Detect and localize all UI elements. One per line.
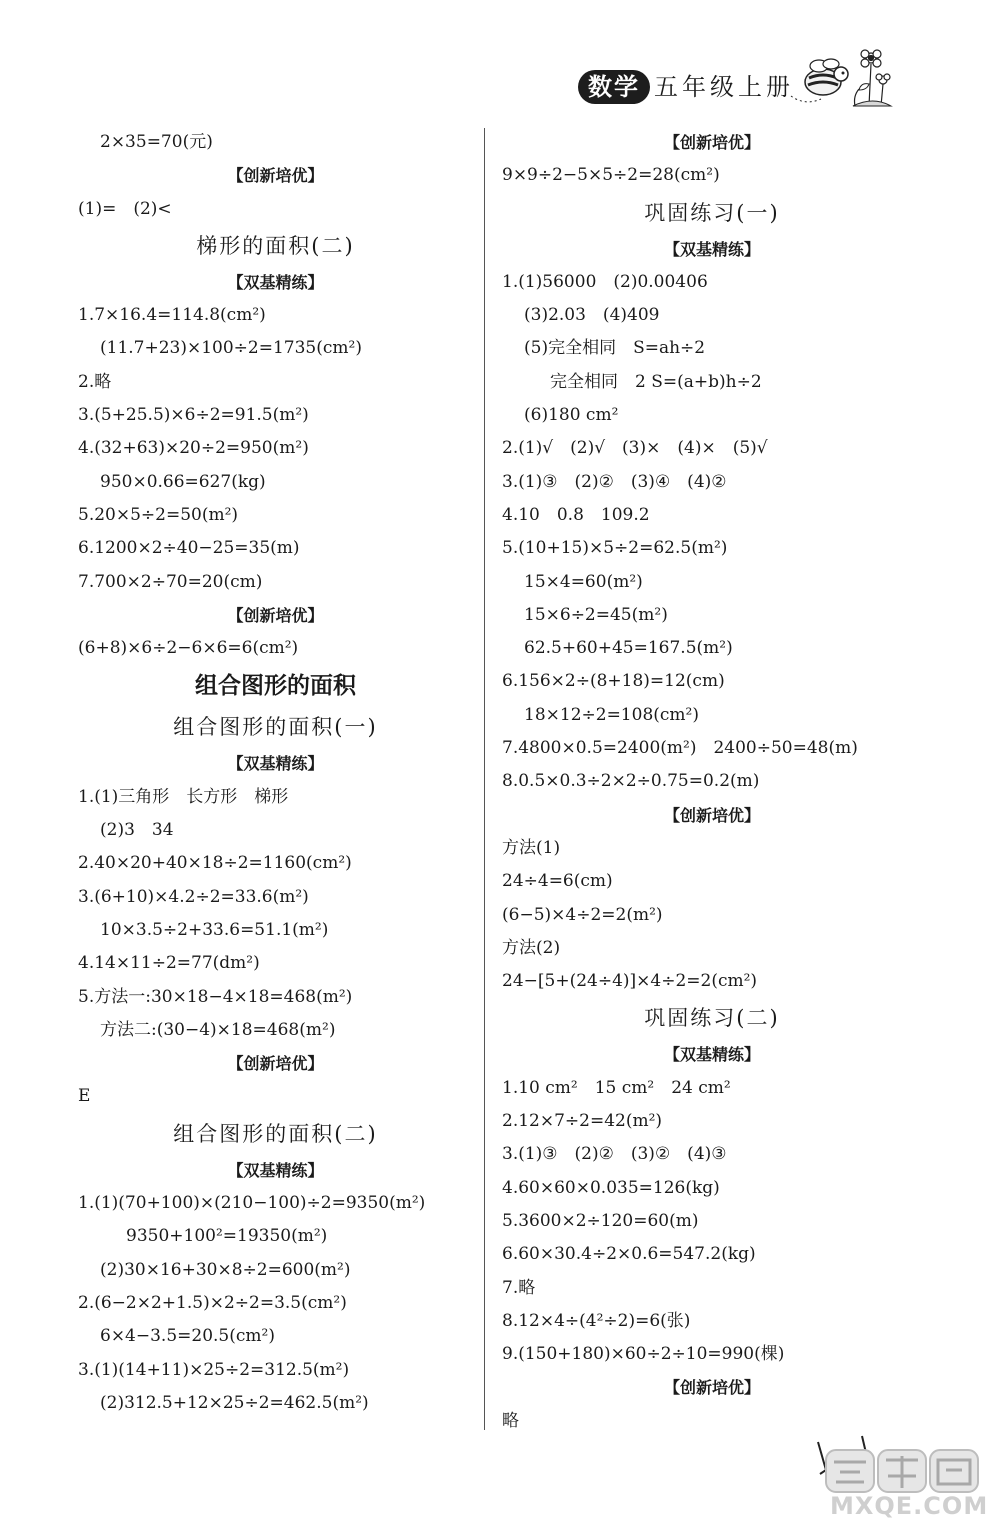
answer-line: 5.方法一:30×18−4×18=468(m²) bbox=[78, 986, 353, 1007]
answer-line: (6−5)×4÷2=2(m²) bbox=[502, 904, 663, 925]
answer-line: 3.(1)(14+11)×25÷2=312.5(m²) bbox=[78, 1359, 350, 1380]
answer-line: 6.1200×2÷40−25=35(m) bbox=[78, 538, 300, 559]
section-title: 组合图形的面积(一) bbox=[173, 715, 378, 740]
answer-line: 2×35=70(元) bbox=[100, 132, 213, 152]
answer-line: 3.(1)③ (2)② (3)② (4)③ bbox=[502, 1144, 727, 1165]
chapter-title: 组合图形的面积 bbox=[195, 673, 356, 700]
section-tag: 【双基精练】 bbox=[227, 754, 324, 774]
answer-line: 10×3.5÷2+33.6=51.1(m²) bbox=[100, 919, 329, 940]
subject-badge: 数学 bbox=[578, 70, 650, 104]
section-title: 梯形的面积(二) bbox=[196, 233, 355, 258]
answer-line: 9×9÷2−5×5÷2=28(cm²) bbox=[502, 165, 720, 186]
section-tag: 【创新培优】 bbox=[227, 1054, 324, 1074]
answer-line: 2.12×7÷2=42(m²) bbox=[502, 1111, 663, 1132]
answer-line: 7.4800×0.5=2400(m²) 2400÷50=48(m) bbox=[502, 738, 858, 759]
section-title: 组合图形的面积(二) bbox=[173, 1121, 378, 1146]
answer-line: (6)180 cm² bbox=[524, 405, 619, 426]
section-title: 巩固练习(二) bbox=[644, 1006, 780, 1031]
answer-line: (2)3 34 bbox=[100, 820, 174, 841]
answer-line: 24÷4=6(cm) bbox=[502, 871, 613, 892]
answer-line: 6×4−3.5=20.5(cm²) bbox=[100, 1326, 275, 1347]
answer-line: 18×12÷2=108(cm²) bbox=[524, 704, 699, 725]
answer-line: 1.(1)56000 (2)0.00406 bbox=[502, 271, 708, 292]
answer-line: 24−[5+(24÷4)]×4÷2=2(cm²) bbox=[502, 971, 758, 992]
column-divider bbox=[484, 128, 485, 1430]
answer-line: (2)30×16+30×8÷2=600(m²) bbox=[100, 1259, 351, 1280]
answer-line: 3.(6+10)×4.2÷2=33.6(m²) bbox=[78, 886, 309, 907]
answer-line: (2)312.5+12×25÷2=462.5(m²) bbox=[100, 1392, 369, 1413]
answer-line: 4.14×11÷2=77(dm²) bbox=[78, 953, 260, 974]
section-tag: 【创新培优】 bbox=[663, 805, 760, 825]
answer-line: 1.(1)(70+100)×(210−100)÷2=9350(m²) bbox=[78, 1193, 426, 1214]
answer-line: 2.略 bbox=[78, 371, 112, 392]
answer-line: 1.(1)三角形 长方形 梯形 bbox=[78, 786, 289, 807]
answer-line: 方法二:(30−4)×18=468(m²) bbox=[100, 1019, 336, 1040]
answer-line: (3)2.03 (4)409 bbox=[524, 305, 660, 326]
answer-line: 1.7×16.4=114.8(cm²) bbox=[78, 305, 266, 326]
answer-line: 62.5+60+45=167.5(m²) bbox=[524, 638, 733, 659]
answer-line: 方法(2) bbox=[502, 937, 561, 958]
answer-line: 3.(5+25.5)×6÷2=91.5(m²) bbox=[78, 405, 309, 426]
section-tag: 【双基精练】 bbox=[663, 1045, 760, 1065]
section-tag: 【双基精练】 bbox=[227, 1160, 324, 1180]
answer-line: 4.60×60×0.035=126(kg) bbox=[502, 1177, 720, 1198]
bee-flower-icon bbox=[783, 44, 893, 114]
answer-line: 2.(1)√ (2)√ (3)× (4)× (5)√ bbox=[502, 438, 768, 459]
answer-line: 4.10 0.8 109.2 bbox=[502, 504, 650, 525]
section-tag: 【创新培优】 bbox=[663, 1378, 760, 1398]
answer-line: E bbox=[78, 1086, 91, 1107]
answer-line: (1)= (2)< bbox=[78, 198, 172, 219]
answer-line: (6+8)×6÷2−6×6=6(cm²) bbox=[78, 638, 299, 659]
watermark-site: MXQE.COM bbox=[830, 1492, 989, 1520]
right-column bbox=[502, 126, 922, 1438]
answer-line: 7.700×2÷70=20(cm) bbox=[78, 571, 263, 592]
answer-line: 8.0.5×0.3÷2×2÷0.75=0.2(m) bbox=[502, 771, 760, 792]
answer-line: (5)完全相同 S=ah÷2 bbox=[524, 338, 706, 359]
answer-line: 3.(1)③ (2)② (3)④ (4)② bbox=[502, 471, 727, 492]
grade-label: 五年级上册 bbox=[654, 73, 794, 101]
answer-line: 5.(10+15)×5÷2=62.5(m²) bbox=[502, 538, 728, 559]
answer-line: 7.略 bbox=[502, 1277, 536, 1298]
left-column bbox=[78, 126, 473, 1420]
answer-line: 1.10 cm² 15 cm² 24 cm² bbox=[502, 1077, 731, 1098]
answer-line: 9350+100²=19350(m²) bbox=[126, 1226, 328, 1247]
section-tag: 【创新培优】 bbox=[227, 166, 324, 186]
answer-line: 4.(32+63)×20÷2=950(m²) bbox=[78, 438, 309, 459]
answer-line: 完全相同 2 S=(a+b)h÷2 bbox=[550, 371, 762, 392]
page-header bbox=[578, 44, 898, 114]
answer-line: 5.3600×2÷120=60(m) bbox=[502, 1210, 699, 1231]
section-title: 巩固练习(一) bbox=[644, 200, 780, 225]
answer-line: (11.7+23)×100÷2=1735(cm²) bbox=[100, 338, 362, 359]
section-tag: 【双基精练】 bbox=[663, 239, 760, 259]
answer-line: 15×4=60(m²) bbox=[524, 571, 643, 592]
answer-line: 6.156×2÷(8+18)=12(cm) bbox=[502, 671, 725, 692]
answer-line: 15×6÷2=45(m²) bbox=[524, 604, 668, 625]
answer-line: 方法(1) bbox=[502, 837, 561, 858]
answer-line: 2.40×20+40×18÷2=1160(cm²) bbox=[78, 853, 352, 874]
answer-line: 8.12×4÷(4²÷2)=6(张) bbox=[502, 1310, 691, 1331]
section-tag: 【创新培优】 bbox=[663, 133, 760, 152]
answer-line: 略 bbox=[502, 1410, 519, 1431]
answer-line: 950×0.66=627(kg) bbox=[100, 471, 266, 492]
answer-line: 5.20×5÷2=50(m²) bbox=[78, 504, 239, 525]
answer-line: 6.60×30.4÷2×0.6=547.2(kg) bbox=[502, 1244, 756, 1265]
section-tag: 【创新培优】 bbox=[227, 605, 324, 625]
answer-line: 2.(6−2×2+1.5)×2÷2=3.5(cm²) bbox=[78, 1292, 347, 1313]
section-tag: 【双基精练】 bbox=[227, 272, 324, 292]
answer-line: 9.(150+180)×60÷2÷10=990(棵) bbox=[502, 1344, 785, 1365]
